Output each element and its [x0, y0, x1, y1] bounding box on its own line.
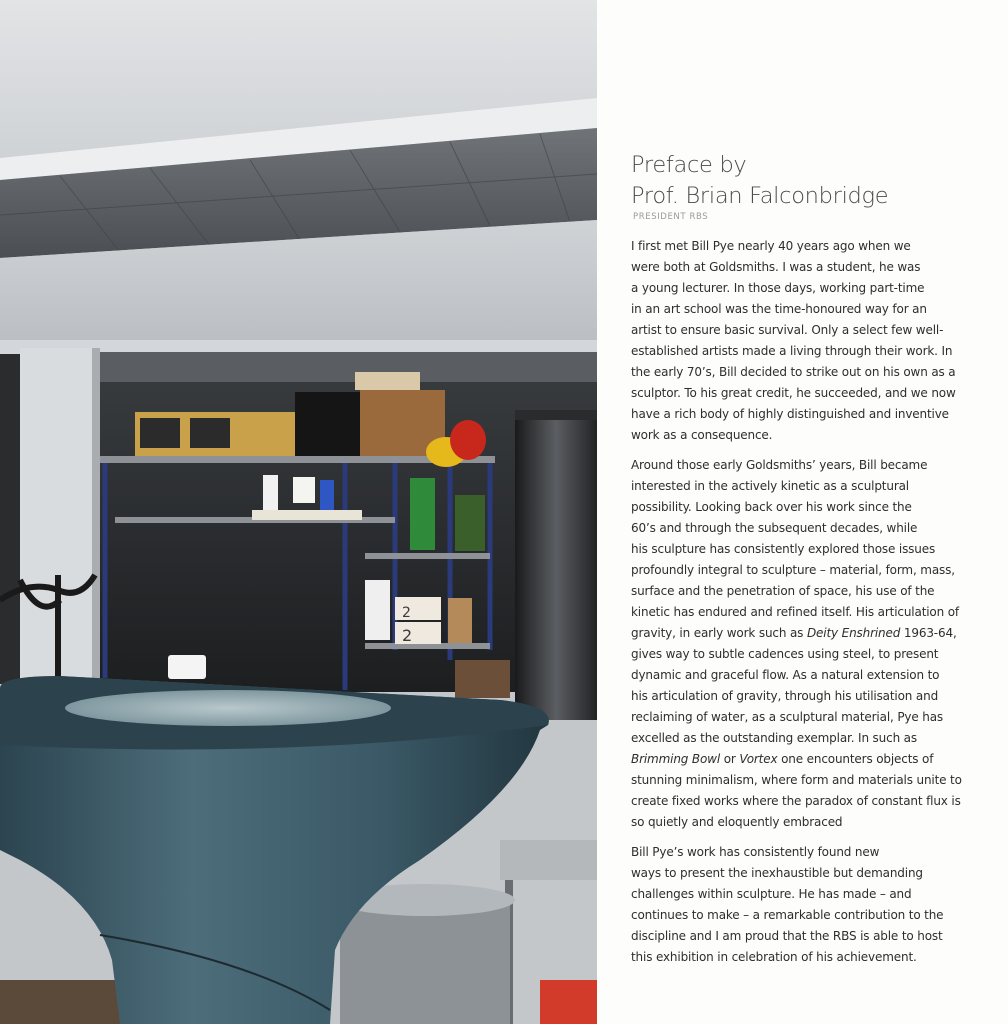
paragraph-line: dynamic and graceful flow. As a natural extension to — [631, 668, 940, 682]
work-title: Deity Enshrined — [806, 626, 901, 640]
paragraph-line: discipline and I am proud that the RBS is able to host — [631, 929, 943, 943]
paragraph-line: stunning minimalism, where form and materials unite to — [631, 773, 962, 787]
paragraph-line: so quietly and eloquently embraced — [631, 815, 843, 829]
title-line-1: Preface by — [631, 152, 747, 178]
paragraph-line: surface and the penetration of space, his use of the — [631, 584, 935, 598]
paragraph-line — [631, 623, 961, 644]
paragraph-2 — [631, 455, 961, 833]
paragraph-line: artist to ensure basic survival. Only a select few well- — [631, 323, 944, 337]
work-title: Vortex — [739, 752, 778, 766]
paragraph-line: challenges within sculpture. He has made – and — [631, 887, 912, 901]
box-label: 2 — [402, 605, 411, 621]
paragraph-line: kinetic has endured and refined itself. His articulation of — [631, 605, 960, 619]
paragraph-line: his sculpture has consistently explored those issues — [631, 542, 936, 556]
title-line-2: Prof. Brian Falconbridge — [631, 183, 889, 209]
paragraph-3 — [631, 842, 961, 968]
paragraph-line: were both at Goldsmiths. I was a student, he was — [631, 260, 921, 274]
paragraph-line: a young lecturer. In those days, working part-time — [631, 281, 925, 295]
paragraph-line: this exhibition in celebration of his achievement. — [631, 950, 917, 964]
work-title: Brimming Bowl — [631, 752, 721, 766]
paragraph-line: established artists made a living through their work. In — [631, 344, 953, 358]
paragraph-line: 60’s and through the subsequent decades, while — [631, 521, 918, 535]
paragraph-line: the early 70’s, Bill decided to strike out on his own as a — [631, 365, 956, 379]
paragraph-line: ways to present the inexhaustible but demanding — [631, 866, 923, 880]
paragraph-line — [631, 749, 961, 770]
paragraph-line: profoundly integral to sculpture – material, form, mass, — [631, 563, 955, 577]
paragraph-line: his articulation of gravity, through his utilisation and — [631, 689, 939, 703]
preface-title — [631, 150, 961, 212]
author-role: PRESIDENT RBS — [633, 212, 709, 222]
paragraph-line: Bill Pye’s work has consistently found new — [631, 845, 880, 859]
paragraph-1 — [631, 236, 961, 446]
paragraph-line: possibility. Looking back over his work since the — [631, 500, 912, 514]
paragraph-line: sculptor. To his great credit, he succeeded, and we now — [631, 386, 956, 400]
text-run: or — [720, 752, 740, 766]
paragraph-line: continues to make – a remarkable contribution to the — [631, 908, 944, 922]
paragraph-line: in an art school was the time-honoured way for an — [631, 302, 927, 316]
preface-text — [631, 150, 961, 977]
paragraph-line: have a rich body of highly distinguished and inventive — [631, 407, 949, 421]
box-label: 2 — [402, 626, 413, 645]
paragraph-line: Around those early Goldsmiths’ years, Bill became — [631, 458, 928, 472]
paragraph-line: work as a consequence. — [631, 428, 773, 442]
paragraph-line: interested in the actively kinetic as a sculptural — [631, 479, 909, 493]
paragraph-line: reclaiming of water, as a sculptural material, Pye has — [631, 710, 944, 724]
paragraph-line: I first met Bill Pye nearly 40 years ago when we — [631, 239, 911, 253]
text-run: gravity, in early work such as — [631, 626, 807, 640]
paragraph-line: gives way to subtle cadences using steel, to present — [631, 647, 939, 661]
text-run: 1963-64, — [900, 626, 957, 640]
text-run: one encounters objects of — [777, 752, 934, 766]
paragraph-line: excelled as the outstanding exemplar. In such as — [631, 731, 917, 745]
paragraph-line: create fixed works where the paradox of constant flux is — [631, 794, 961, 808]
